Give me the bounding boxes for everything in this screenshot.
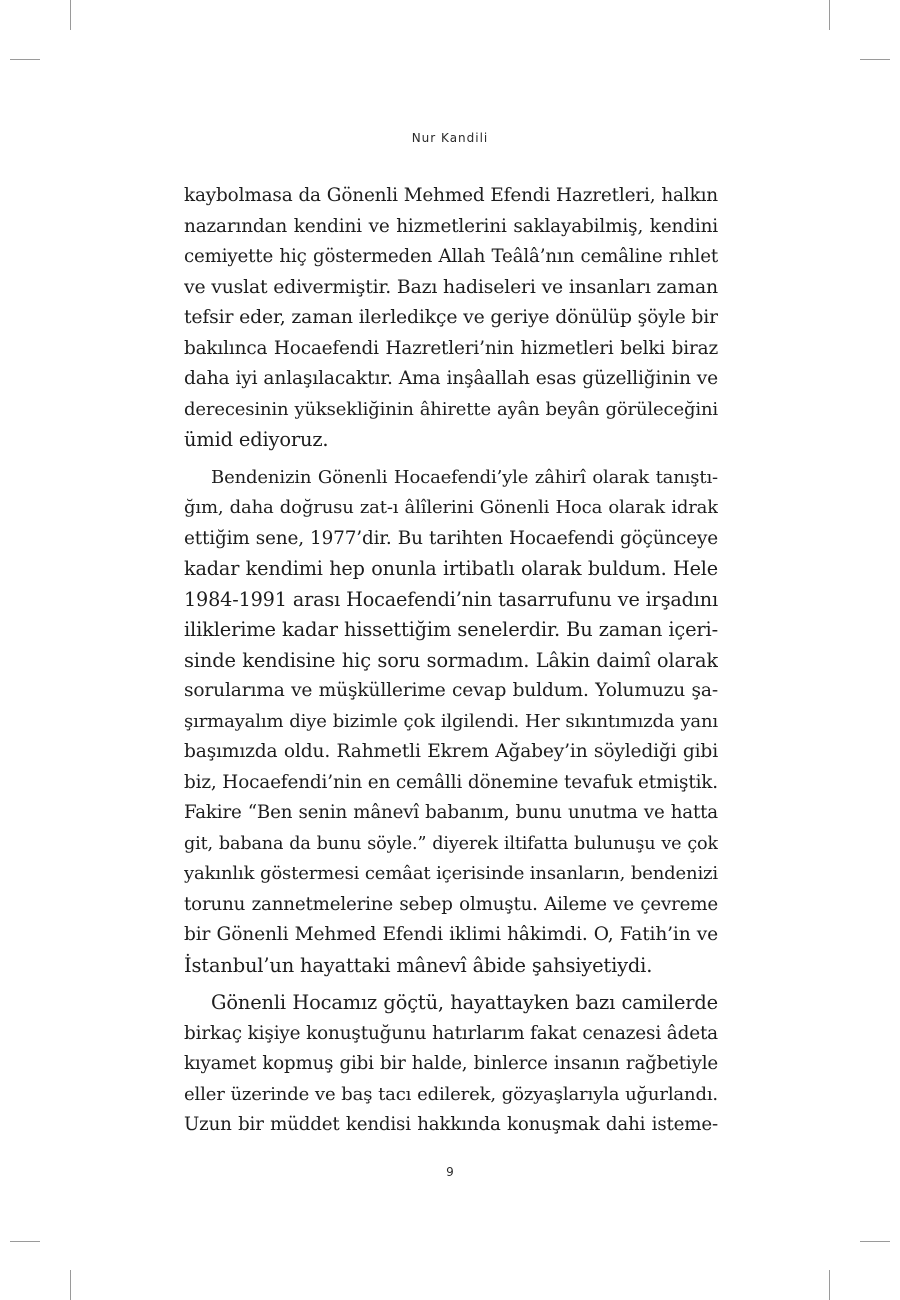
text-line: başımızda oldu. Rahmetli Ekrem Ağabey’in söylediği gibi (184, 741, 718, 762)
text-line: eller üzerinde ve baş tacı edilerek, gözyaşlarıyla uğurlandı. (184, 1083, 718, 1105)
text-line: tefsir eder, zaman ilerledikçe ve geriye dönülüp şöyle bir (184, 307, 718, 328)
text-line: bir Gönenli Mehmed Efendi iklimi hâkimdi. O, Fatih’in ve (184, 924, 718, 945)
crop-mark-right-top (860, 59, 890, 60)
text-line: bakılınca Hocaefendi Hazretleri’nin hizmetleri belki biraz (184, 337, 718, 359)
crop-mark-bottom-left (70, 1270, 71, 1300)
text-line: ğım, daha doğrusu zat-ı âlîlerini Gönenli Hoca olarak idrak (184, 497, 718, 518)
text-line: şırmayalım diye bizimle çok ilgilendi. Her sıkıntımızda yanı (184, 710, 718, 732)
crop-mark-left-bottom (10, 1241, 40, 1242)
body-text (184, 181, 718, 1141)
text-line: yakınlık göstermesi cemâat içerisinde insanların, bendenizi (184, 863, 718, 884)
text-line: iliklerime kadar hissettiğim senelerdir. Bu zaman içeri- (184, 618, 718, 641)
text-line: Uzun bir müddet kendisi hakkında konuşmak dahi isteme- (184, 1114, 718, 1135)
text-line: torunu zannetmelerine sebep olmuştu. Aileme ve çevreme (184, 893, 718, 915)
text-line: derecesinin yüksekliğinin âhirette ayân beyân görüleceğini (184, 398, 718, 420)
paragraph (184, 988, 718, 1141)
text-line: sinde kendisine hiç soru sormadım. Lâkin daimî olarak (184, 648, 718, 672)
text-line: kadar kendimi hep onunla irtibatlı olarak buldum. Hele (184, 557, 718, 580)
text-line: git, babana da bunu söyle.” diyerek iltifatta bulunuşu ve çok (184, 833, 718, 854)
text-line: Fakire “Ben senin mânevî babanım, bunu unutma ve hatta (184, 802, 718, 823)
text-line: biz, Hocaefendi’nin en cemâlli dönemine tevafuk etmiştik. (184, 771, 718, 793)
text-line: cemiyette hiç göstermeden Allah Teâlâ’nın cemâline rıhlet (184, 246, 718, 267)
text-line: İstanbul’un hayattaki mânevî âbide şahsiyetiydi. (184, 953, 653, 977)
crop-mark-bottom-right (829, 1270, 830, 1300)
text-line: kıyamet kopmuş gibi bir halde, binlerce insanın rağbetiyle (184, 1053, 718, 1074)
text-line: Bendenizin Gönenli Hocaefendi’yle zâhirî olarak tanıştı- (211, 466, 718, 488)
text-line: 1984-1991 arası Hocaefendi’nin tasarrufunu ve irşadını (184, 587, 718, 611)
crop-mark-top-right (829, 0, 830, 30)
text-line: ettiğim sene, 1977’dir. Bu tarihten Hocaefendi göçünceye (184, 527, 718, 549)
paragraph (184, 463, 718, 982)
text-line: birkaç kişiye konuştuğunu hatırlarım fakat cenazesi âdeta (184, 1022, 718, 1044)
crop-mark-left-top (10, 59, 40, 60)
running-head: Nur Kandili (411, 131, 489, 145)
text-line: ümid ediyoruz. (184, 428, 329, 451)
text-line: ve vuslat edivermiştir. Bazı hadiseleri ve insanları zaman (184, 276, 718, 298)
text-line: daha iyi anlaşılacaktır. Ama inşâallah esas güzelliğinin ve (184, 368, 718, 389)
text-line: kaybolmasa da Gönenli Mehmed Efendi Hazretleri, halkın (184, 185, 718, 206)
page-number: 9 (446, 1165, 454, 1179)
text-line: nazarından kendini ve hizmetlerini saklayabilmiş, kendini (184, 215, 718, 237)
paragraph (184, 181, 718, 456)
text-line: Gönenli Hocamız göçtü, hayattayken bazı camilerde (211, 991, 718, 1014)
crop-mark-right-bottom (860, 1241, 890, 1242)
text-line: sorularıma ve müşküllerime cevap buldum. Yolumuzu şa- (184, 680, 718, 701)
crop-mark-top-left (70, 0, 71, 30)
